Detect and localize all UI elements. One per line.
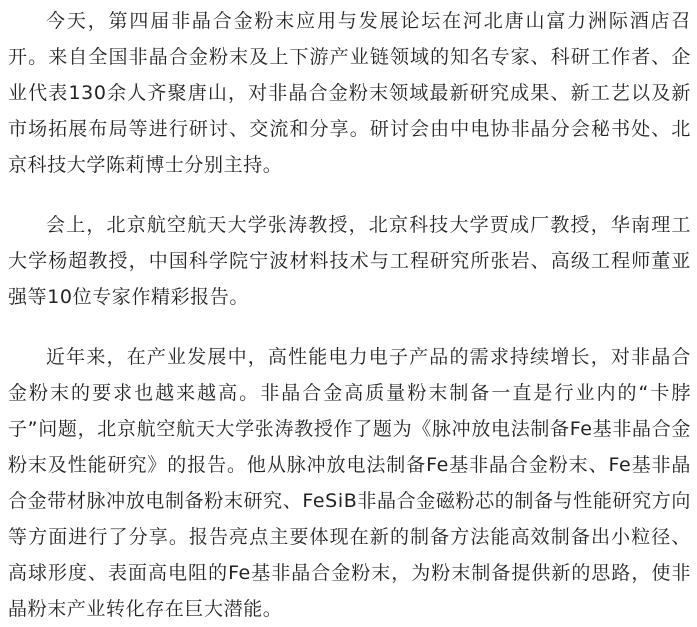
paragraph-speakers: 会上，北京航空航天大学张涛教授，北京科技大学贾成厂教授，华南理工大学杨超教授，中国科学院宁波材料技术与工程研究所张岩、高级工程师董亚强等10位专家作精彩报告。 bbox=[8, 214, 691, 308]
paragraph-report-summary: 近年来，在产业发展中，高性能电力电子产品的需求持续增长，对非晶合金粉末的要求也越来越高。非晶合金高质量粉末制备一直是行业内的“卡脖子”问题，北京航空航天大学张涛教授作了题为《脉冲放电法制备Fe基非晶合金粉末及性能研究》的报告。他从脉冲放电法制备Fe基非晶合金粉末、Fe基非晶合金带材脉冲放电制备粉末研究、FeSiB非晶合金磁粉芯的制备与性能研究方向等方面进行了分享。报告亮点主要体现在新的制备方法能高效制备出小粒径、高球形度、表面高电阻的Fe基非晶合金粉末，为粉末制备提供新的思路，使非晶粉末产业转化存在巨大潜能。 bbox=[8, 346, 691, 620]
paragraph-forum-opening: 今天，第四届非晶合金粉末应用与发展论坛在河北唐山富力洲际酒店召开。来自全国非晶合金粉末及上下游产业链领域的知名专家、科研工作者、企业代表130余人齐聚唐山，对非晶合金粉末领域最新研究成果、新工艺以及新市场拓展布局等进行研讨、交流和分享。研讨会由中电协非晶分会秘书处、北京科技大学陈莉博士分别主持。 bbox=[8, 10, 691, 176]
